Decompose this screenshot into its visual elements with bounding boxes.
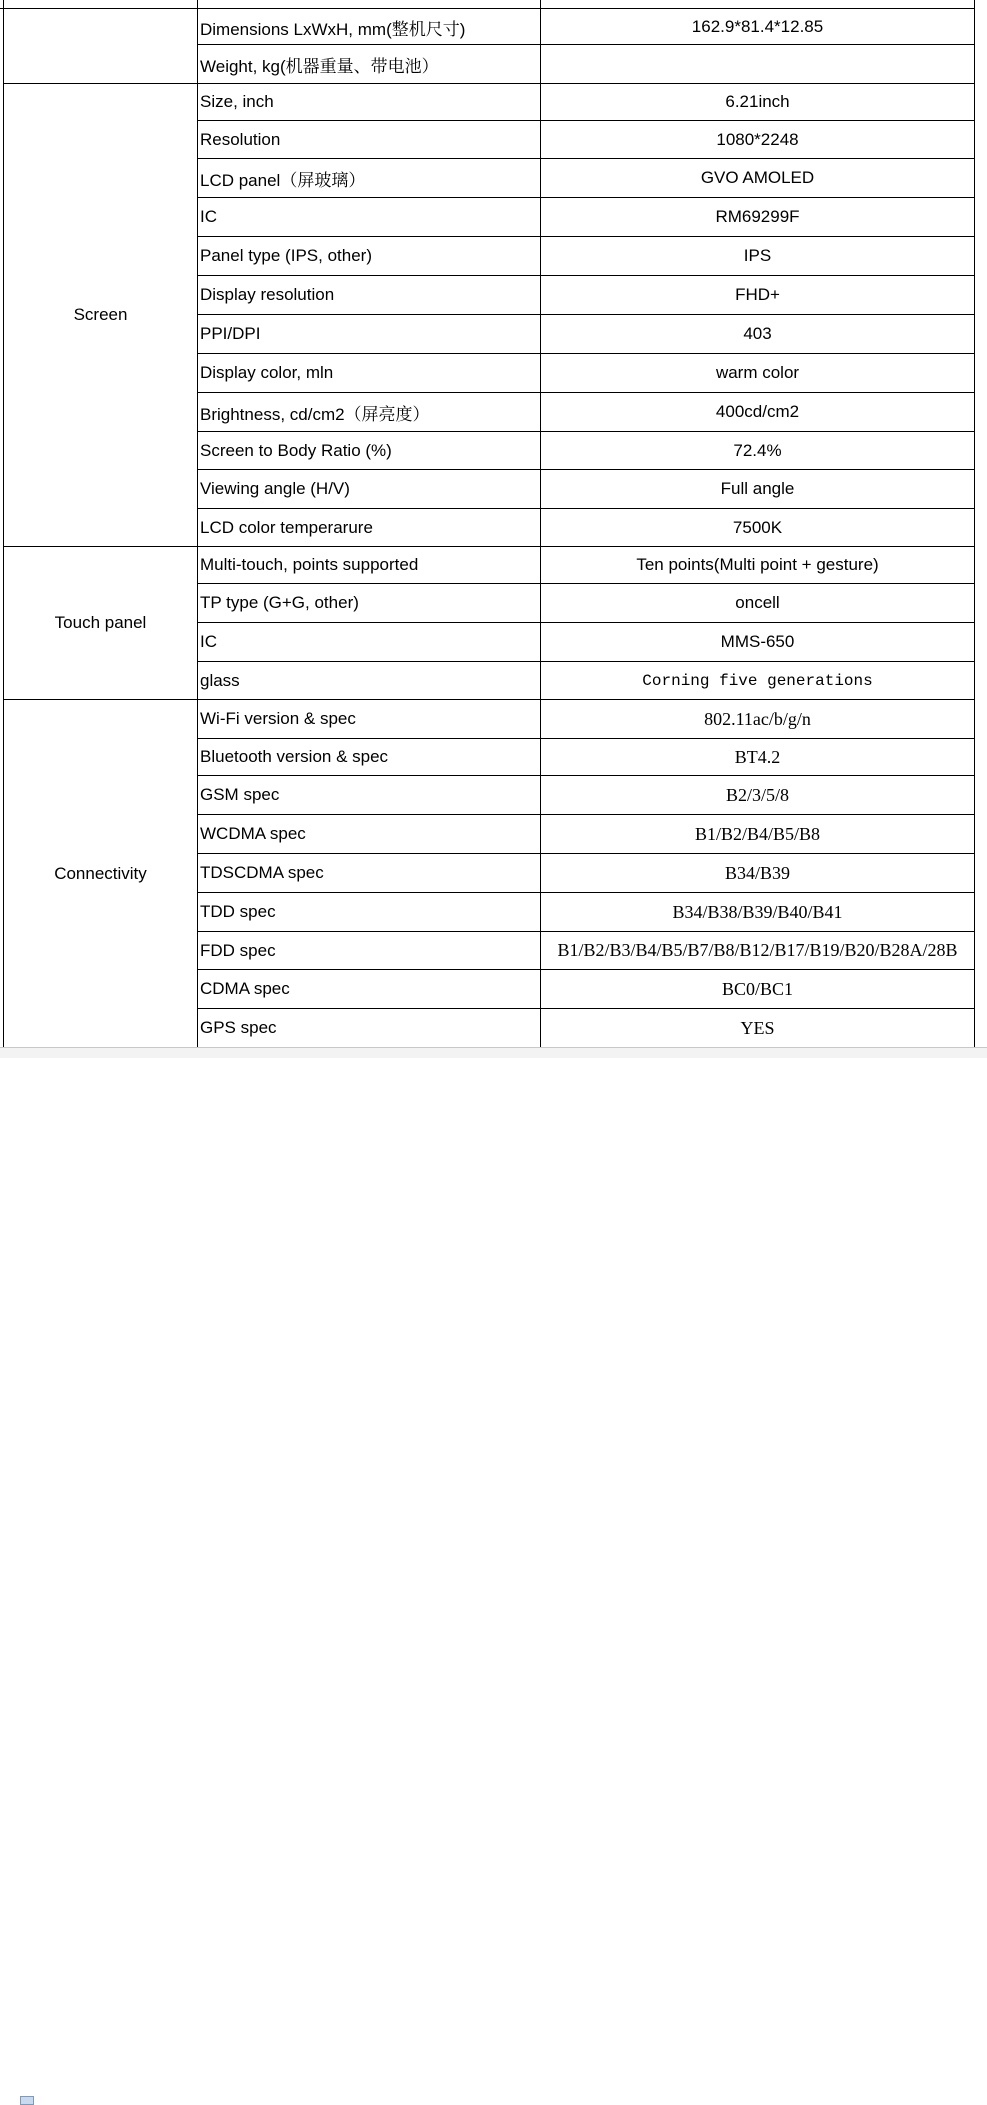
spec-label: TP type (G+G, other)	[200, 593, 359, 612]
spec-label: TDSCDMA spec	[200, 863, 324, 882]
spec-label: glass	[200, 670, 240, 690]
spec-label: GSM spec	[200, 785, 280, 804]
section-group-label: Screen	[73, 305, 128, 324]
sheet-tab-icon[interactable]	[20, 2096, 34, 2105]
spec-label: Weight, kg(机器重量、带电池）	[200, 56, 439, 76]
spec-value: 7500K	[732, 517, 783, 537]
spec-label: Wi-Fi version & spec	[200, 709, 356, 728]
spec-value: FHD+	[735, 285, 780, 304]
spec-value: RM69299F	[715, 207, 800, 226]
spec-label: IC	[200, 632, 217, 651]
spec-label: LCD panel（屏玻璃）	[200, 170, 366, 190]
spec-label: IC	[200, 207, 217, 226]
spec-value: B1/B2/B4/B5/B8	[694, 823, 821, 844]
spec-value: B2/3/5/8	[725, 784, 789, 805]
spec-value: Corning five generations	[642, 671, 873, 690]
spec-value: GVO AMOLED	[700, 168, 815, 187]
spec-value: 403	[743, 324, 772, 343]
spec-value: 1080*2248	[716, 129, 799, 149]
spec-label: Dimensions LxWxH, mm(整机尺寸)	[200, 19, 466, 39]
section-group-label	[4, 10, 197, 83]
spec-value: B34/B38/B39/B40/B41	[672, 901, 843, 922]
spec-value: 802.11ac/b/g/n	[704, 708, 811, 729]
spec-value: 6.21inch	[725, 92, 790, 111]
spec-label: Screen to Body Ratio (%)	[200, 440, 392, 460]
spec-value: Full angle	[720, 479, 795, 498]
spec-label: Display resolution	[200, 285, 335, 304]
spec-label: Multi-touch, points supported	[200, 555, 419, 574]
spec-value: BT4.2	[734, 746, 781, 767]
section-group-label: Connectivity	[54, 863, 147, 883]
spec-value: 162.9*81.4*12.85	[691, 17, 824, 36]
spec-label: CDMA spec	[200, 979, 290, 998]
spec-value: BC0/BC1	[721, 978, 794, 999]
spec-label: PPI/DPI	[200, 324, 261, 343]
spec-label: GPS spec	[200, 1018, 277, 1037]
spec-label: Viewing angle (H/V)	[200, 479, 350, 498]
spec-value: B1/B2/B3/B4/B5/B7/B8/B12/B17/B19/B20/B28A/28B	[557, 940, 958, 960]
spec-label: WCDMA spec	[200, 824, 306, 843]
section-group-label: Touch panel	[54, 613, 147, 632]
spec-value: YES	[740, 1017, 775, 1038]
spec-value: warm color	[715, 363, 800, 382]
status-bar	[0, 1047, 987, 1058]
spec-value: Ten points(Multi point + gesture)	[636, 555, 879, 574]
spec-label: FDD spec	[200, 940, 276, 960]
table-top-border	[0, 8, 975, 9]
spec-label: TDD spec	[200, 902, 276, 921]
spec-value: oncell	[735, 593, 780, 612]
spec-value: IPS	[743, 246, 772, 265]
spec-label: Resolution	[200, 129, 281, 149]
spec-label: Size, inch	[200, 92, 274, 111]
spec-value: 400cd/cm2	[715, 402, 800, 421]
spec-label: Brightness, cd/cm2（屏亮度）	[200, 404, 430, 424]
spec-value: MMS-650	[720, 632, 795, 651]
spec-label: Display color, mln	[200, 363, 334, 382]
spec-label: Bluetooth version & spec	[200, 747, 389, 766]
spec-value	[541, 45, 974, 83]
spec-value: 72.4%	[733, 440, 782, 460]
spec-label: Panel type (IPS, other)	[200, 246, 372, 265]
spec-value: B34/B39	[724, 862, 790, 883]
spec-label: LCD color temperarure	[200, 517, 373, 537]
